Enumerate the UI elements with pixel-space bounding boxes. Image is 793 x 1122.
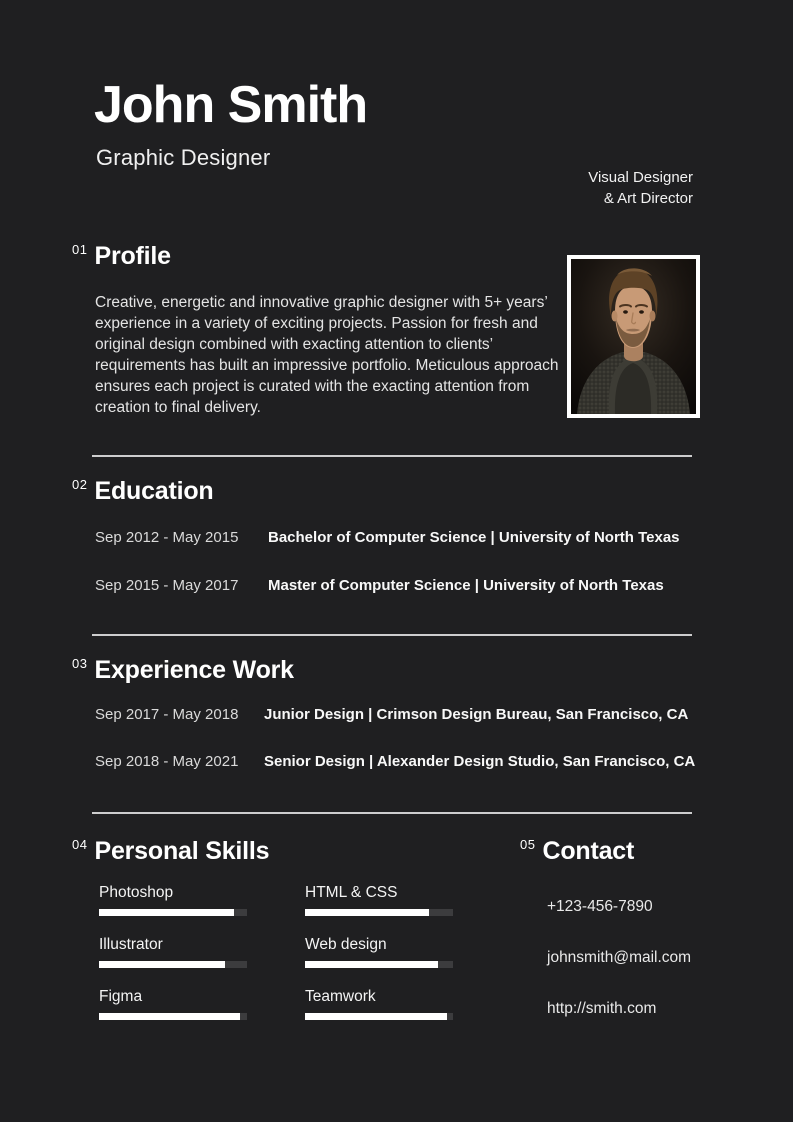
skill-bar-fill [99,909,234,916]
section-education-heading [72,476,214,506]
skill-item [305,988,453,1020]
section-title-experience: Experience Work [94,656,294,684]
section-number: 01 [72,242,88,257]
education-row [95,576,664,595]
section-title-skills: Personal Skills [94,837,270,865]
profile-summary-text: Creative, energetic and innovative graphic designer with 5+ years’ experience in a variety of exciting projects. Passion for fresh and original design combined with exacting attention to clients’ requirements has built an impressive portfolio. Meticulous approach ensures each project is curated with the exacting attention from creation to final delivery. [95,294,559,416]
section-experience-heading [72,655,294,685]
skill-label: Teamwork [305,988,376,1005]
skill-bar-track [99,961,247,968]
section-title-profile: Profile [94,242,171,270]
experience-detail: Senior Design | Alexander Design Studio, San Francisco, CA [264,753,696,770]
experience-row [95,705,688,724]
skill-bar-fill [305,961,438,968]
divider [92,455,692,457]
section-profile-heading [72,241,171,271]
section-title-contact: Contact [542,837,635,865]
skill-item [99,884,247,916]
skill-bar-fill [99,961,225,968]
skill-bar-track [305,961,453,968]
profile-photo [567,255,700,418]
education-dates: Sep 2015 - May 2017 [95,577,239,594]
section-contact-heading [520,836,634,866]
skill-item [305,936,453,968]
person-role: Graphic Designer [96,145,271,170]
skill-item [99,936,247,968]
person-name: John Smith [94,76,368,134]
skill-item [99,988,247,1020]
skills-grid [99,884,453,1020]
tagline-line-2: & Art Director [603,190,693,207]
skill-bar-fill [305,1013,447,1020]
skill-item [305,884,453,916]
divider [92,812,692,814]
profile-photo-illustration [571,259,696,414]
skill-bar-track [305,909,453,916]
divider [92,634,692,636]
skill-bar-track [99,1013,247,1020]
contact-website: http://smith.com [547,1000,657,1017]
education-detail: Master of Computer Science | University of North Texas [268,577,664,594]
skill-bar-fill [99,1013,240,1020]
skill-bar-track [305,1013,453,1020]
skill-bar-fill [305,909,429,916]
education-detail: Bachelor of Computer Science | University of North Texas [268,529,680,546]
contact-phone: +123-456-7890 [547,898,653,915]
education-row [95,528,680,547]
experience-detail: Junior Design | Crimson Design Bureau, San Francisco, CA [264,706,689,723]
experience-row [95,752,695,771]
section-number: 04 [72,837,88,852]
section-number: 05 [520,837,536,852]
section-skills-heading [72,836,269,866]
tagline-line-1: Visual Designer [588,169,693,186]
skill-label: Web design [305,936,387,953]
education-dates: Sep 2012 - May 2015 [95,529,239,546]
skill-label: Illustrator [99,936,163,953]
tagline [588,167,693,209]
skill-label: HTML & CSS [305,884,398,901]
section-number: 02 [72,477,88,492]
skill-bar-track [99,909,247,916]
section-title-education: Education [94,477,214,505]
experience-dates: Sep 2018 - May 2021 [95,753,239,770]
section-number: 03 [72,656,88,671]
experience-dates: Sep 2017 - May 2018 [95,706,239,723]
skill-label: Photoshop [99,884,174,901]
skill-label: Figma [99,988,143,1005]
contact-email: johnsmith@mail.com [547,949,692,966]
